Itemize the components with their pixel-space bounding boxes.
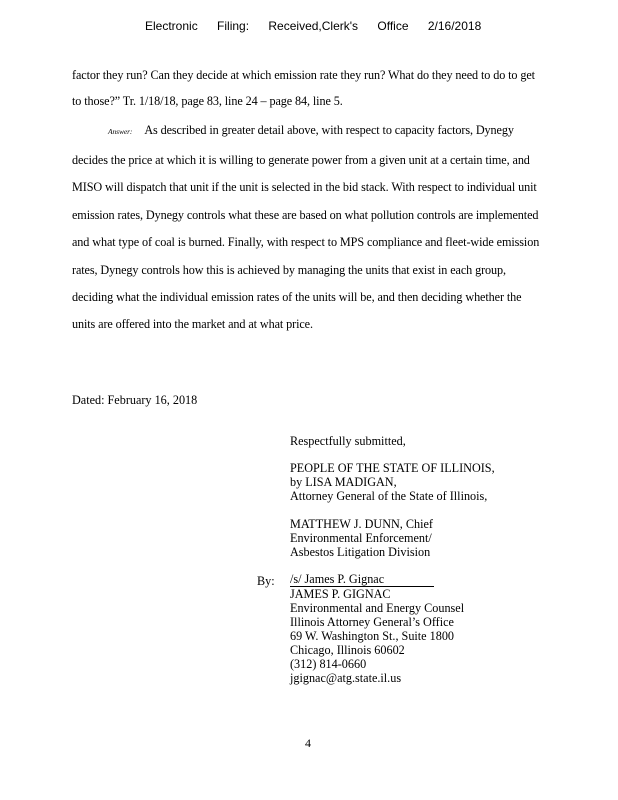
body-line-4: decides the price at which it is willing to generate power from a given unit at a certain time, and — [72, 153, 530, 167]
header-date: 2/16/2018 — [427, 19, 482, 33]
header-received: Received,Clerk's — [268, 19, 359, 33]
page-number: 4 — [305, 736, 311, 750]
division-block — [290, 517, 433, 559]
electronic-signature: /s/ James P. Gignac — [290, 572, 434, 587]
body-line-3: As described in greater detail above, with respect to capacity factors, Dynegy — [144, 123, 514, 137]
body-line-2: to those?” Tr. 1/18/18, page 83, line 24 – page 84, line 5. — [72, 94, 343, 108]
party-block — [290, 461, 495, 503]
respectfully-submitted: Respectfully submitted, — [290, 434, 406, 448]
body-line-1: factor they run? Can they decide at which emission rate they run? What do they need to do to get — [72, 68, 535, 82]
answer-paragraph-first-line — [108, 123, 514, 138]
party-ag: Attorney General of the State of Illinois, — [290, 489, 488, 503]
dated-line: Dated: February 16, 2018 — [72, 393, 198, 407]
filing-stamp-header — [145, 19, 497, 33]
body-line-5: MISO will dispatch that unit if the unit is selected in the bid stack. With respect to individual unit — [72, 180, 537, 194]
division-asbestos: Asbestos Litigation Division — [290, 545, 431, 559]
body-line-10: units are offered into the market and at what price. — [72, 317, 313, 331]
answer-label: Answer: — [108, 127, 133, 136]
signer-email[interactable]: jgignac@atg.state.il.us — [290, 671, 402, 685]
body-line-6: emission rates, Dynegy controls what these are based on what pollution controls are implemented — [72, 208, 539, 222]
header-office: Office — [377, 19, 409, 33]
by-label: By: — [257, 574, 275, 588]
signer-phone: (312) 814-0660 — [290, 657, 367, 671]
division-dunn: MATTHEW J. DUNN, Chief — [290, 517, 433, 531]
header-electronic: Electronic — [145, 19, 198, 33]
body-line-9: deciding what the individual emission rates of the units will be, and then deciding whether the — [72, 290, 522, 304]
signer-office: Illinois Attorney General’s Office — [290, 615, 454, 629]
signer-title: Environmental and Energy Counsel — [290, 601, 465, 615]
party-by-lisa: by LISA MADIGAN, — [290, 475, 397, 489]
body-line-7: and what type of coal is burned. Finally, with respect to MPS compliance and fleet-wide emission — [72, 235, 540, 249]
signer-street: 69 W. Washington St., Suite 1800 — [290, 629, 455, 643]
signer-city: Chicago, Illinois 60602 — [290, 643, 405, 657]
signer-block — [290, 572, 464, 685]
party-people: PEOPLE OF THE STATE OF ILLINOIS, — [290, 461, 495, 475]
division-env: Environmental Enforcement/ — [290, 531, 432, 545]
signer-name: JAMES P. GIGNAC — [290, 587, 391, 601]
header-filing: Filing: — [217, 19, 250, 33]
body-line-8: rates, Dynegy controls how this is achieved by managing the units that exist in each group, — [72, 263, 506, 277]
